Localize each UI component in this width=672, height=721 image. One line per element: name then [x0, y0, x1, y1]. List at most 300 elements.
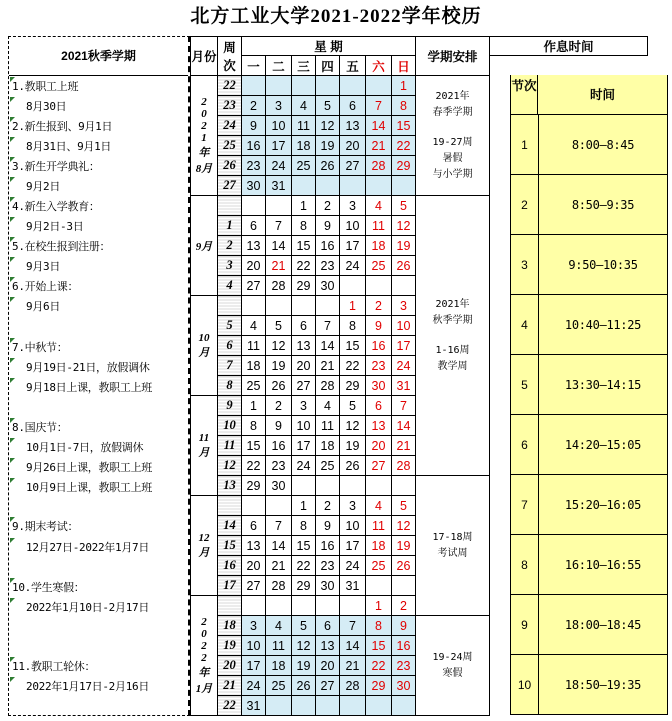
day-cell: 17	[242, 656, 266, 676]
day-cell	[366, 276, 392, 296]
day-cell: 27	[340, 156, 366, 176]
day-cell: 12	[392, 516, 416, 536]
event-line: 11.教职工轮休：	[12, 660, 96, 673]
day-cell: 7	[340, 616, 366, 636]
day-cell: 5	[392, 496, 416, 516]
day-cell: 1	[392, 76, 416, 96]
day-cell	[366, 476, 392, 496]
period-number: 4	[511, 295, 539, 354]
week-number: 22	[218, 76, 242, 96]
day-cell: 14	[316, 336, 340, 356]
month-label-part: 1	[201, 131, 207, 144]
day-cell: 5	[266, 316, 292, 336]
comment-marker-icon	[10, 77, 15, 82]
day-cell	[266, 696, 292, 716]
period-row	[510, 595, 668, 655]
day-cell	[292, 296, 316, 316]
comment-marker-icon	[10, 237, 15, 242]
week-number: 8	[218, 376, 242, 396]
day-cell: 28	[266, 576, 292, 596]
comment-marker-icon	[10, 137, 15, 142]
day-cell: 11	[242, 336, 266, 356]
week-number: 19	[218, 636, 242, 656]
period-number: 10	[511, 655, 539, 714]
week-number: 11	[218, 436, 242, 456]
schedule-line: 与小学期	[432, 168, 473, 180]
day-cell: 12	[316, 116, 340, 136]
day-cell: 30	[366, 376, 392, 396]
period-number: 3	[511, 235, 539, 294]
day-cell: 18	[292, 136, 316, 156]
day-cell: 3	[340, 496, 366, 516]
month-label	[191, 76, 218, 196]
day-cell: 1	[340, 296, 366, 316]
day-cell: 20	[242, 556, 266, 576]
period-time: 8:00—8:45	[571, 138, 635, 152]
day-cell: 7	[266, 516, 292, 536]
month-label	[191, 496, 218, 596]
schedule-line: 19-27周	[432, 136, 473, 148]
comment-marker-icon	[10, 177, 15, 182]
period-time: 16:10—16:55	[564, 558, 642, 572]
day-cell: 26	[316, 156, 340, 176]
day-cell	[392, 476, 416, 496]
week-number: 20	[218, 656, 242, 676]
day-cell: 21	[266, 556, 292, 576]
schedule-line: 寒假	[442, 667, 463, 679]
day-cell: 22	[292, 556, 316, 576]
day-cell: 19	[340, 436, 366, 456]
comment-marker-icon	[10, 418, 15, 423]
weekday-header: 星 期	[242, 37, 416, 56]
day-cell: 26	[392, 256, 416, 276]
day-cell: 30	[316, 276, 340, 296]
comment-marker-icon	[10, 217, 15, 222]
month-label	[191, 196, 218, 296]
schedule-line: 17-18周	[432, 531, 473, 543]
day-cell: 20	[242, 256, 266, 276]
period-row	[510, 355, 668, 415]
schedule-header: 学期安排	[416, 37, 490, 76]
event-line: 10月9日上课，教职工上班	[26, 481, 152, 494]
day-cell	[292, 176, 316, 196]
day-cell	[242, 496, 266, 516]
period-time: 18:00—18:45	[564, 618, 642, 632]
period-row	[510, 535, 668, 595]
day-cell: 3	[340, 196, 366, 216]
weekday-label: 二	[266, 56, 292, 76]
schedule-line	[416, 329, 489, 343]
comment-marker-icon	[10, 478, 15, 483]
week-number: 13	[218, 476, 242, 496]
week-number: 14	[218, 516, 242, 536]
event-line: 8月31日、9月1日	[26, 140, 112, 153]
day-cell	[316, 596, 340, 616]
day-cell: 24	[340, 556, 366, 576]
day-cell: 8	[292, 216, 316, 236]
week-number: 2	[218, 236, 242, 256]
day-cell: 5	[316, 96, 340, 116]
schedule-line: 考试周	[437, 547, 468, 559]
comment-marker-icon	[10, 297, 15, 302]
day-cell: 29	[292, 276, 316, 296]
day-cell: 16	[392, 636, 416, 656]
day-cell: 15	[340, 336, 366, 356]
week-number: 23	[218, 96, 242, 116]
day-cell: 4	[366, 196, 392, 216]
day-cell	[340, 696, 366, 716]
day-cell	[242, 296, 266, 316]
day-cell: 12	[266, 336, 292, 356]
week-number: 4	[218, 276, 242, 296]
day-cell: 28	[366, 156, 392, 176]
day-cell: 8	[242, 416, 266, 436]
day-cell	[340, 476, 366, 496]
day-cell	[316, 176, 340, 196]
day-cell: 22	[366, 656, 392, 676]
day-cell: 18	[242, 356, 266, 376]
month-label-part: 10	[198, 331, 210, 344]
day-cell: 7	[366, 96, 392, 116]
day-cell: 22	[340, 356, 366, 376]
day-cell: 29	[292, 576, 316, 596]
day-cell	[242, 76, 266, 96]
comment-marker-icon	[10, 538, 15, 543]
period-row	[510, 175, 668, 235]
month-label-part: 1月	[195, 682, 213, 695]
comment-marker-icon	[10, 438, 15, 443]
day-cell: 16	[316, 536, 340, 556]
event-line: 8.国庆节：	[12, 421, 68, 434]
day-cell: 20	[292, 356, 316, 376]
event-line: 6.开始上课：	[12, 280, 79, 293]
week-number: 5	[218, 316, 242, 336]
day-cell: 14	[366, 116, 392, 136]
day-cell	[316, 296, 340, 316]
day-cell: 31	[340, 576, 366, 596]
day-cell: 11	[292, 116, 316, 136]
day-cell: 17	[292, 436, 316, 456]
day-cell: 28	[316, 376, 340, 396]
day-cell: 23	[242, 156, 266, 176]
period-number: 8	[511, 535, 539, 594]
day-cell: 25	[316, 456, 340, 476]
day-cell: 21	[266, 256, 292, 276]
week-number: 21	[218, 676, 242, 696]
day-cell: 25	[242, 376, 266, 396]
event-line: 2.新生报到、9月1日	[12, 120, 113, 133]
comment-marker-icon	[10, 657, 15, 662]
day-cell	[316, 696, 340, 716]
day-cell: 3	[242, 616, 266, 636]
comment-marker-icon	[10, 97, 15, 102]
day-cell: 10	[242, 636, 266, 656]
comment-marker-icon	[10, 517, 15, 522]
day-cell	[366, 76, 392, 96]
day-cell: 4	[292, 96, 316, 116]
comment-marker-icon	[10, 378, 15, 383]
day-cell: 25	[366, 556, 392, 576]
weekday-label: 三	[292, 56, 316, 76]
day-cell: 26	[392, 556, 416, 576]
week-number: 6	[218, 336, 242, 356]
day-cell: 27	[292, 376, 316, 396]
event-line: 8月30日	[26, 100, 67, 113]
comment-marker-icon	[10, 578, 15, 583]
day-cell: 6	[366, 396, 392, 416]
week-number	[218, 296, 242, 316]
event-line: 9月19日-21日，放假调休	[26, 361, 150, 374]
month-label-part: 0	[201, 627, 207, 640]
rest-header: 作息时间	[490, 37, 648, 56]
comment-marker-icon	[10, 598, 15, 603]
event-line: 12月27日-2022年1月7日	[26, 541, 150, 554]
day-cell: 24	[292, 456, 316, 476]
day-cell: 18	[366, 536, 392, 556]
day-cell: 4	[266, 616, 292, 636]
day-cell: 10	[292, 416, 316, 436]
week-number	[218, 196, 242, 216]
day-cell: 4	[366, 496, 392, 516]
day-cell: 3	[266, 96, 292, 116]
month-label	[191, 596, 218, 716]
comment-marker-icon	[10, 458, 15, 463]
week-number: 24	[218, 116, 242, 136]
day-cell: 1	[242, 396, 266, 416]
week-number: 3	[218, 256, 242, 276]
day-cell: 19	[292, 656, 316, 676]
day-cell: 7	[392, 396, 416, 416]
timetable	[510, 75, 668, 715]
day-cell: 17	[266, 136, 292, 156]
month-label-part: 月	[198, 546, 210, 559]
period-row	[510, 295, 668, 355]
day-cell: 22	[292, 256, 316, 276]
day-cell	[292, 596, 316, 616]
month-label-part: 月	[198, 346, 210, 359]
day-cell: 27	[242, 576, 266, 596]
day-cell	[316, 76, 340, 96]
day-cell: 11	[266, 636, 292, 656]
day-cell	[392, 176, 416, 196]
schedule-line: 秋季学期	[432, 314, 473, 326]
period-time: 18:50—19:35	[564, 678, 642, 692]
day-cell: 6	[292, 316, 316, 336]
month-label-part: 12	[198, 531, 210, 544]
period-time: 15:20—16:05	[564, 498, 642, 512]
day-cell: 1	[366, 596, 392, 616]
day-cell	[266, 596, 292, 616]
day-cell	[242, 196, 266, 216]
event-line: 10.学生寒假：	[12, 581, 85, 594]
day-cell	[292, 476, 316, 496]
period-number: 1	[511, 115, 539, 174]
day-cell: 3	[292, 396, 316, 416]
day-cell	[340, 176, 366, 196]
day-cell: 6	[340, 96, 366, 116]
period-header: 节次	[511, 75, 538, 114]
day-cell: 26	[266, 376, 292, 396]
day-cell: 5	[392, 196, 416, 216]
period-row	[510, 655, 668, 715]
day-cell: 9	[366, 316, 392, 336]
day-cell: 17	[340, 536, 366, 556]
day-cell: 19	[266, 356, 292, 376]
day-cell: 24	[266, 156, 292, 176]
day-cell: 20	[316, 656, 340, 676]
day-cell: 3	[392, 296, 416, 316]
day-cell	[392, 276, 416, 296]
day-cell: 14	[266, 536, 292, 556]
day-cell: 18	[366, 236, 392, 256]
day-cell: 12	[340, 416, 366, 436]
schedule-line: 2021年	[435, 90, 470, 102]
day-cell: 13	[366, 416, 392, 436]
day-cell: 30	[242, 176, 266, 196]
day-cell: 8	[366, 616, 392, 636]
day-cell: 13	[340, 116, 366, 136]
day-cell: 4	[316, 396, 340, 416]
period-row	[510, 115, 668, 175]
day-cell: 29	[242, 476, 266, 496]
month-label-part: 2	[201, 119, 207, 132]
day-cell: 17	[392, 336, 416, 356]
event-line: 9月26日上课，教职工上班	[26, 461, 152, 474]
day-cell	[266, 296, 292, 316]
event-line: 9.期末考试：	[12, 520, 79, 533]
day-cell: 15	[292, 536, 316, 556]
day-cell: 13	[242, 236, 266, 256]
day-cell	[242, 596, 266, 616]
day-cell: 14	[392, 416, 416, 436]
day-cell: 18	[266, 656, 292, 676]
day-cell: 9	[266, 416, 292, 436]
day-cell: 25	[366, 256, 392, 276]
schedule-cell	[416, 476, 490, 616]
period-row	[510, 415, 668, 475]
day-cell: 2	[366, 296, 392, 316]
day-cell: 31	[242, 696, 266, 716]
month-label-part: 0	[201, 107, 207, 120]
day-cell	[292, 76, 316, 96]
day-cell: 6	[242, 216, 266, 236]
week-number: 1	[218, 216, 242, 236]
comment-marker-icon	[10, 677, 15, 682]
month-label-part: 2	[201, 95, 207, 108]
day-cell: 23	[316, 556, 340, 576]
month-label-part: 11	[198, 431, 210, 444]
day-cell: 29	[366, 676, 392, 696]
event-line: 10月1日-7日，放假调休	[26, 441, 144, 454]
day-cell: 16	[316, 236, 340, 256]
comment-marker-icon	[10, 157, 15, 162]
day-cell: 12	[392, 216, 416, 236]
day-cell: 21	[316, 356, 340, 376]
day-cell: 15	[242, 436, 266, 456]
page-title: 北方工业大学2021-2022学年校历	[190, 6, 482, 27]
day-cell: 22	[392, 136, 416, 156]
day-cell: 4	[242, 316, 266, 336]
month-label-part: 月	[198, 446, 210, 459]
month-label-part: 2	[201, 615, 207, 628]
day-cell: 28	[340, 676, 366, 696]
comment-marker-icon	[10, 117, 15, 122]
event-line: 3.新生开学典礼：	[12, 160, 100, 173]
schedule-line: 19-24周	[432, 651, 473, 663]
period-time: 9:50—10:35	[568, 258, 638, 272]
day-cell: 9	[392, 616, 416, 636]
event-line: 7.中秋节：	[12, 341, 68, 354]
day-cell: 27	[316, 676, 340, 696]
comment-marker-icon	[10, 358, 15, 363]
period-time: 10:40—11:25	[564, 318, 642, 332]
day-cell: 1	[292, 496, 316, 516]
day-cell: 23	[266, 456, 292, 476]
week-number	[218, 496, 242, 516]
day-cell: 11	[366, 216, 392, 236]
day-cell: 11	[316, 416, 340, 436]
day-cell: 9	[316, 516, 340, 536]
time-header: 时间	[589, 88, 615, 102]
week-number: 26	[218, 156, 242, 176]
period-time: 13:30—14:15	[564, 378, 642, 392]
event-line: 5.在校生报到注册：	[12, 240, 111, 253]
day-cell: 5	[292, 616, 316, 636]
day-cell	[266, 496, 292, 516]
day-cell: 19	[316, 136, 340, 156]
day-cell: 16	[366, 336, 392, 356]
day-cell: 6	[242, 516, 266, 536]
week-number: 9	[218, 396, 242, 416]
day-cell: 8	[292, 516, 316, 536]
day-cell: 2	[316, 496, 340, 516]
day-cell: 29	[392, 156, 416, 176]
day-cell: 27	[242, 276, 266, 296]
day-cell: 28	[266, 276, 292, 296]
day-cell: 16	[242, 136, 266, 156]
comment-marker-icon	[10, 338, 15, 343]
weekday-label: 一	[242, 56, 266, 76]
period-time: 14:20—15:05	[564, 438, 642, 452]
weekday-label: 日	[392, 56, 416, 76]
day-cell: 24	[242, 676, 266, 696]
day-cell	[366, 176, 392, 196]
week-number: 22	[218, 696, 242, 716]
week-number: 16	[218, 556, 242, 576]
day-cell: 13	[242, 536, 266, 556]
week-header: 周次	[218, 37, 242, 76]
day-cell: 11	[366, 516, 392, 536]
week-number: 18	[218, 616, 242, 636]
day-cell: 24	[392, 356, 416, 376]
day-cell: 25	[292, 156, 316, 176]
day-cell: 5	[340, 396, 366, 416]
day-cell: 10	[266, 116, 292, 136]
day-cell: 30	[266, 476, 292, 496]
weekday-label: 五	[340, 56, 366, 76]
day-cell: 19	[392, 536, 416, 556]
month-label-part: 9月	[195, 240, 213, 253]
day-cell: 9	[316, 216, 340, 236]
week-number	[218, 596, 242, 616]
day-cell	[340, 596, 366, 616]
event-line: 1.教职工上班	[12, 80, 79, 93]
week-number: 27	[218, 176, 242, 196]
event-line: 2022年1月10日-2月17日	[26, 601, 150, 614]
day-cell: 25	[266, 676, 292, 696]
day-cell: 23	[392, 656, 416, 676]
day-cell	[292, 696, 316, 716]
